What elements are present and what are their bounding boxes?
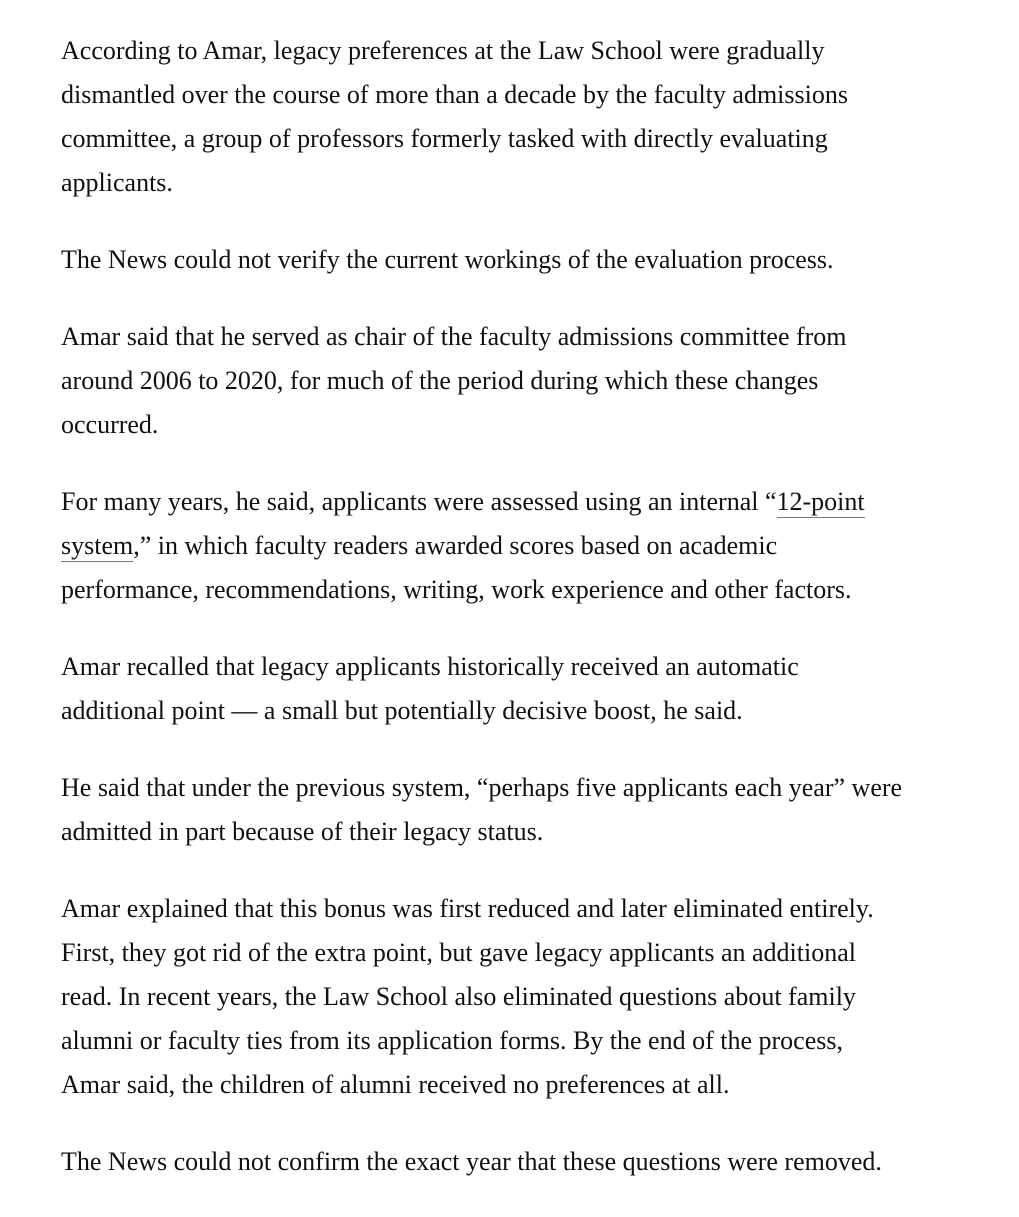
paragraph-line: committee, a group of professors formerly tasked with directly evaluating [61,124,828,153]
paragraph-2 [61,238,1001,282]
article-body [61,29,1001,1217]
paragraph-line: occurred. [61,410,159,439]
paragraph-line: He said that under the previous system, “perhaps five applicants each year” were [61,773,903,802]
twelve-point-system-link[interactable]: 12-point [776,487,865,516]
paragraph-line: alumni or faculty ties from its application forms. By the end of the process, [61,1026,843,1055]
paragraph-5 [61,645,1001,733]
paragraph-line: additional point — a small but potentially decisive boost, he said. [61,696,743,725]
paragraph-line: According to Amar, legacy preferences at the Law School were gradually [61,36,825,65]
paragraph-line: First, they got rid of the extra point, but gave legacy applicants an additional [61,938,856,967]
paragraph-line: admitted in part because of their legacy status. [61,817,544,846]
paragraph-line: dismantled over the course of more than a decade by the faculty admissions [61,80,848,109]
paragraph-line: Amar recalled that legacy applicants historically received an automatic [61,652,799,681]
paragraph-line [61,524,1001,568]
paragraph-line: around 2006 to 2020, for much of the period during which these changes [61,366,819,395]
paragraph-line: read. In recent years, the Law School also eliminated questions about family [61,982,856,1011]
paragraph-1 [61,29,1001,205]
paragraph-7 [61,887,1001,1107]
paragraph-line: Amar explained that this bonus was first reduced and later eliminated entirely. [61,894,874,923]
paragraph-4 [61,480,1001,612]
paragraph-text: ,” in which faculty readers awarded scores based on academic [133,531,778,560]
paragraph-line: applicants. [61,168,173,197]
paragraph-line: performance, recommendations, writing, work experience and other factors. [61,575,852,604]
paragraph-line: The News could not verify the current workings of the evaluation process. [61,245,834,274]
paragraph-line: Amar said, the children of alumni received no preferences at all. [61,1070,730,1099]
paragraph-line: The News could not confirm the exact year that these questions were removed. [61,1147,882,1176]
paragraph-text: For many years, he said, applicants were assessed using an internal “ [61,487,777,516]
paragraph-3 [61,315,1001,447]
paragraph-line [61,480,1001,524]
paragraph-8 [61,1140,1001,1184]
twelve-point-system-link-continued[interactable]: system [61,531,134,560]
paragraph-line: Amar said that he served as chair of the faculty admissions committee from [61,322,847,351]
paragraph-6 [61,766,1001,854]
